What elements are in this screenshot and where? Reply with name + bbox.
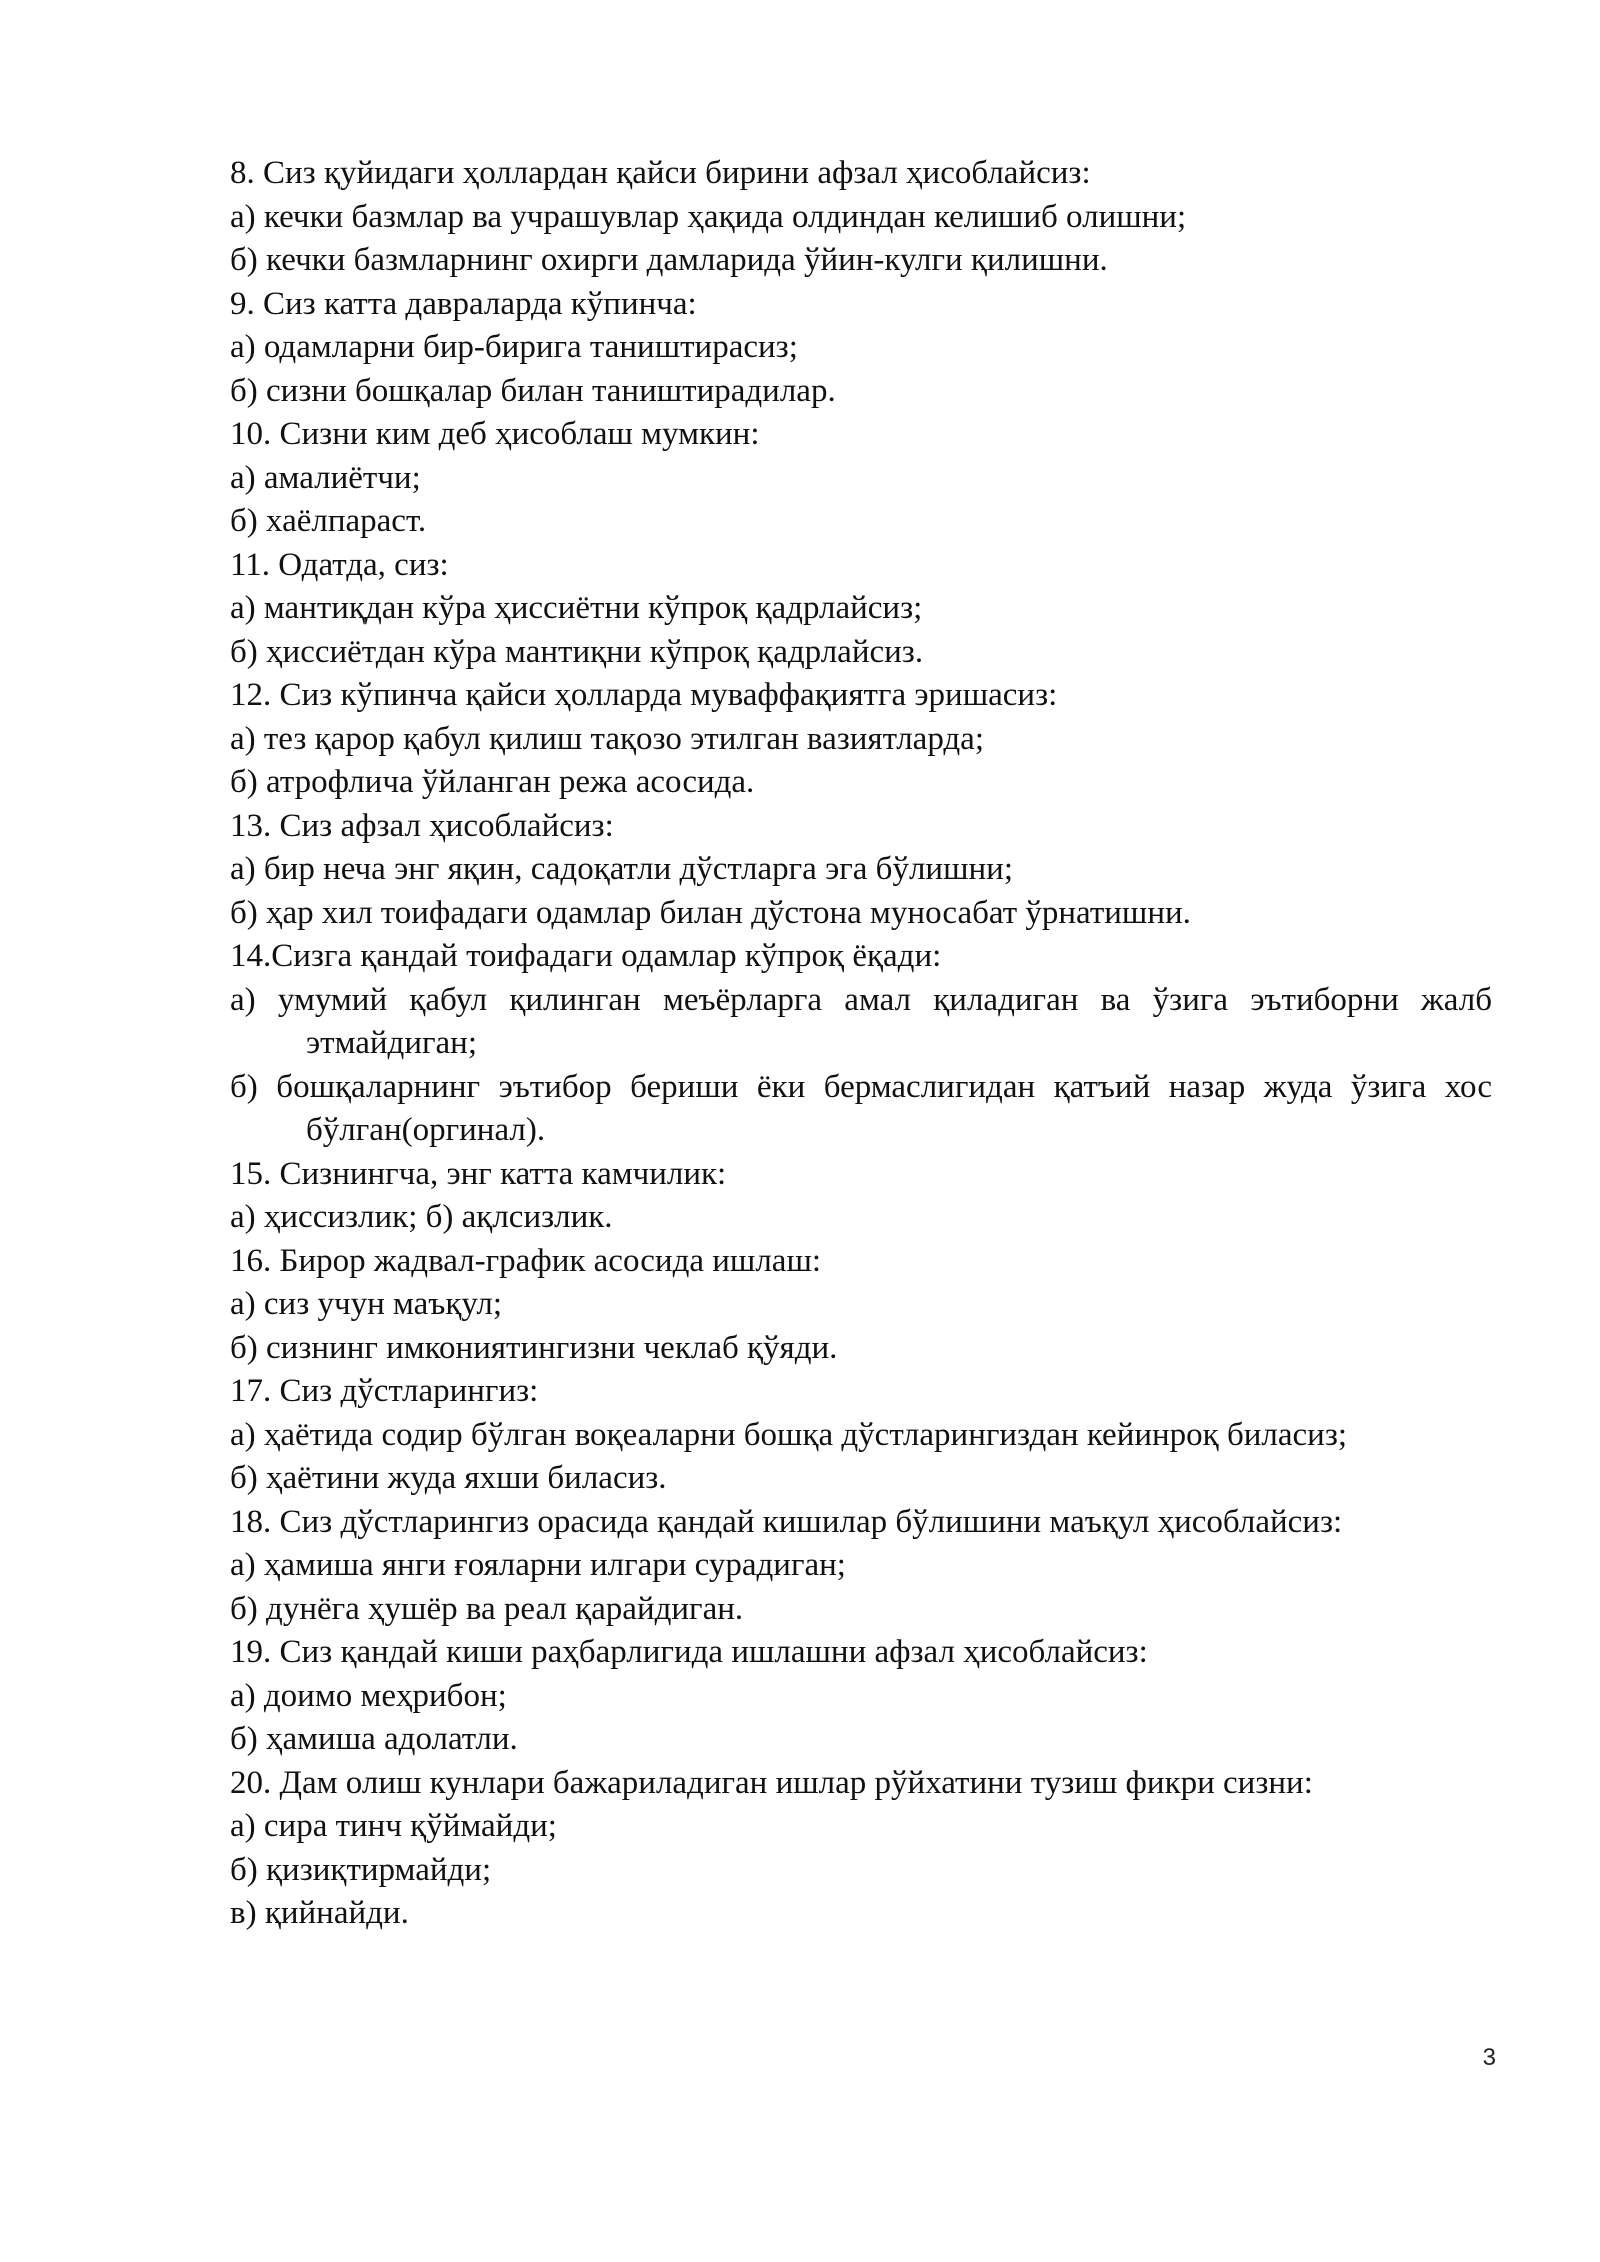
answer-19a: а) доимо меҳрибон; xyxy=(230,1677,507,1714)
answer-16a: а) сиз учун маъқул; xyxy=(230,1286,503,1322)
answer-9a: а) одамларни бир-бирига таништирасиз; xyxy=(230,329,798,365)
question-8: 8. Сиз қуйидаги ҳоллардан қайси бирини афзал ҳисоблайсиз: xyxy=(230,155,1091,191)
question-11: 11. Одатда, сиз: xyxy=(230,546,449,583)
answer-19b: б) ҳамиша адолатли. xyxy=(230,1721,518,1757)
answer-17b: б) ҳаётини жуда яхши биласиз. xyxy=(230,1460,667,1496)
question-13: 13. Сиз афзал ҳисоблайсиз: xyxy=(230,807,614,844)
question-15: 15. Сизнингча, энг катта камчилик: xyxy=(230,1155,727,1192)
answer-12b: б) атрофлича ўйланган режа асосида. xyxy=(230,764,755,800)
answer-20b: б) қизиқтирмайди; xyxy=(230,1851,492,1888)
question-19: 19. Сиз қандай киши раҳбарлигида ишлашни афзал ҳисоблайсиз: xyxy=(230,1634,1148,1670)
answer-8b: б) кечки базмларнинг охирги дамларида ўйин-кулги қилишни. xyxy=(230,242,1108,278)
answer-20c: в) қийнайди. xyxy=(230,1895,409,1931)
answer-10b: б) хаёлпараст. xyxy=(230,503,427,539)
question-17: 17. Сиз дўстларингиз: xyxy=(230,1373,539,1409)
page-number: 3 xyxy=(1482,2044,1496,2071)
answer-18a: а) ҳамиша янги ғояларни илгари сурадиган; xyxy=(230,1547,846,1583)
answer-11b: б) ҳиссиётдан кўра мантиқни кўпроқ қадрлайсиз. xyxy=(230,633,924,670)
answer-14b: б) бошқаларнинг эътибор бериши ёки бермаслигидан қатъий назар жуда ўзига хос бўлган(оргинал). xyxy=(230,1068,1492,1148)
answer-16b: б) сизнинг имкониятингизни чеклаб қўяди. xyxy=(230,1329,838,1366)
answer-10a: а) амалиётчи; xyxy=(230,459,421,496)
answer-9b: б) сизни бошқалар билан таништирадилар. xyxy=(230,372,836,409)
answer-12a: а) тез қарор қабул қилиш тақозо этилган вазиятларда; xyxy=(230,720,984,757)
answer-8a: а) кечки базмлар ва учрашувлар ҳақида олдиндан келишиб олишни; xyxy=(230,198,1187,235)
question-10: 10. Сизни ким деб ҳисоблаш мумкин: xyxy=(230,416,760,452)
answer-11a: а) мантиқдан кўра ҳиссиётни кўпроқ қадрлайсиз; xyxy=(230,590,923,626)
document-body xyxy=(230,152,1492,1936)
answer-13a: а) бир неча энг яқин, садоқатли дўстларга эга бўлишни; xyxy=(230,851,1013,887)
answer-20a: а) сира тинч қўймайди; xyxy=(230,1808,557,1844)
question-20: 20. Дам олиш кунлари бажариладиган ишлар рўйхатини тузиш фикри сизни: xyxy=(230,1764,1313,1801)
answer-14a: а) умумий қабул қилинган меъёрларга амал қиладиган ва ўзига эътиборни жалб этмайдиган; xyxy=(230,981,1492,1061)
question-16: 16. Бирор жадвал-график асосида ишлаш: xyxy=(230,1242,822,1279)
answer-18b: б) дунёга ҳушёр ва реал қарайдиган. xyxy=(230,1590,744,1627)
question-12: 12. Сиз кўпинча қайси ҳолларда муваффақиятга эришасиз: xyxy=(230,677,1058,713)
question-18: 18. Сиз дўстларингиз орасида қандай кишилар бўлишини маъқул ҳисоблайсиз: xyxy=(230,1503,1343,1540)
question-14: 14.Сизга қандай тоифадаги одамлар кўпроқ ёқади: xyxy=(230,938,942,974)
question-9: 9. Сиз катта давраларда кўпинча: xyxy=(230,285,697,322)
answer-17a: а) ҳаётида содир бўлган воқеаларни бошқа дўстларингиздан кейинроқ биласиз; xyxy=(230,1416,1348,1453)
answer-13b: б) ҳар хил тоифадаги одамлар билан дўстона муносабат ўрнатишни. xyxy=(230,894,1191,931)
answer-15: а) ҳиссизлик; б) ақлсизлик. xyxy=(230,1199,613,1235)
